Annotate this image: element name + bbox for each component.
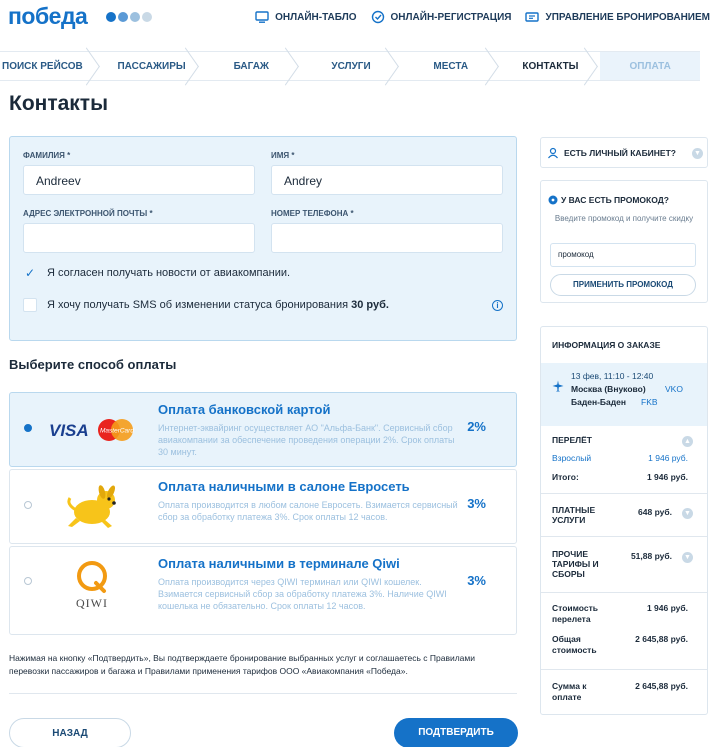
visa-logo-text: VISA — [49, 421, 89, 440]
payment-title: Выберите способ оплаты — [9, 357, 177, 372]
adult-value: 1 946 руб. — [648, 453, 688, 463]
payment-option-name: Оплата наличными в салоне Евросеть — [158, 479, 410, 494]
pay-sum-value: 2 645,88 руб. — [635, 681, 688, 691]
back-button[interactable]: НАЗАД — [9, 718, 131, 747]
chevron-up-icon[interactable]: ▲ — [682, 436, 693, 447]
grand-total-value: 2 645,88 руб. — [635, 634, 688, 644]
total-value: 1 946 руб. — [646, 472, 688, 482]
step-contacts[interactable]: КОНТАКТЫ — [501, 52, 601, 80]
qiwi-logo — [46, 557, 138, 611]
payment-option-fee: 3% — [467, 573, 486, 588]
firstname-input[interactable]: Andrey — [271, 165, 503, 195]
lastname-input[interactable]: Andreev — [23, 165, 255, 195]
flight-to-code: FKB — [641, 397, 658, 407]
step-seats[interactable]: МЕСТА — [401, 52, 501, 80]
brand-logo[interactable]: победа — [8, 3, 88, 29]
promo-input[interactable]: промокод — [550, 243, 696, 267]
step-search[interactable]: ПОИСК РЕЙСОВ — [0, 52, 102, 80]
step-services[interactable]: УСЛУГИ — [301, 52, 401, 80]
separator — [541, 592, 707, 593]
payment-option-card[interactable] — [9, 392, 517, 467]
disclaimer-text: Нажимая на кнопку «Подтвердить», Вы подтверждаете бронирование выбранных услуг и соглашаетесь с Правилами перевозки пассажиров и багажа и Правилами применения тарифов ООО «Авиакомпания «Победа». — [9, 653, 475, 676]
booking-steps — [0, 51, 700, 81]
chevron-down-icon[interactable]: ▼ — [692, 148, 703, 159]
news-checkbox-label: Я согласен получать новости от авиакомпании. — [47, 267, 291, 279]
email-label: АДРЕС ЭЛЕКТРОННОЙ ПОЧТЫ * — [23, 209, 153, 218]
cabinet-label: ЕСТЬ ЛИЧНЫЙ КАБИНЕТ? — [564, 148, 676, 158]
sms-checkbox[interactable] — [23, 298, 37, 312]
order-info-box — [540, 326, 708, 715]
separator — [541, 669, 707, 670]
payment-radio[interactable] — [24, 424, 32, 432]
flight-from-code: VKO — [665, 384, 683, 394]
separator — [541, 493, 707, 494]
confirm-button[interactable]: ПОДТВЕРДИТЬ — [394, 718, 518, 747]
qiwi-logo-text: QIWI — [76, 596, 108, 610]
payment-radio[interactable] — [24, 501, 32, 509]
topnav-label: ОНЛАЙН-РЕГИСТРАЦИЯ — [390, 11, 512, 23]
firstname-label: ИМЯ * — [271, 151, 295, 160]
lastname-label: ФАМИЛИЯ * — [23, 151, 71, 160]
topnav-manage-booking[interactable] — [525, 10, 710, 24]
apply-promo-button[interactable]: ПРИМЕНИТЬ ПРОМОКОД — [550, 274, 696, 296]
topnav-label: ОНЛАЙН-ТАБЛО — [275, 11, 357, 23]
grand-total-label: Общая стоимость — [552, 634, 597, 655]
payment-option-desc: Оплата производится в любом салоне Евросеть. Взимается сервисный сбор за обработку платежа 3%. Срок оплаты 12 часов. — [158, 500, 458, 522]
email-input[interactable] — [23, 223, 255, 253]
mastercard-logo-text: MasterCard — [100, 427, 134, 435]
total-label: Итого: — [552, 472, 579, 482]
payment-option-fee: 2% — [467, 419, 486, 434]
flight-to: Баден-Баден — [571, 397, 627, 407]
separator — [541, 536, 707, 537]
brand-logo-dots — [106, 12, 152, 22]
chevron-down-icon[interactable]: ▼ — [682, 552, 693, 563]
step-passengers[interactable]: ПАССАЖИРЫ — [102, 52, 202, 80]
phone-label: НОМЕР ТЕЛЕФОНА * — [271, 209, 354, 218]
topnav-online-checkin[interactable] — [371, 10, 512, 24]
contact-form — [9, 136, 517, 341]
paid-services-value: 648 руб. — [638, 507, 672, 517]
divider — [9, 693, 517, 694]
monitor-icon — [255, 10, 269, 24]
logo-dot — [118, 12, 128, 22]
topnav-label: УПРАВЛЕНИЕ БРОНИРОВАНИЕМ — [545, 11, 710, 23]
payment-option-qiwi[interactable] — [9, 546, 517, 635]
personal-cabinet-box[interactable] — [540, 137, 708, 168]
payment-option-name: Оплата наличными в терминале Qiwi — [158, 556, 400, 571]
phone-input[interactable] — [271, 223, 503, 253]
top-navigation — [255, 10, 710, 24]
step-payment: ОПЛАТА — [600, 52, 700, 80]
promo-box — [540, 180, 708, 303]
other-fees-value: 51,88 руб. — [630, 551, 672, 561]
logo-dot — [106, 12, 116, 22]
news-checkbox-row[interactable] — [23, 266, 290, 280]
flight-datetime: 13 фев, 11:10 - 12:40 — [571, 371, 654, 381]
visa-mastercard-logo — [46, 403, 138, 457]
chevron-down-icon[interactable]: ▼ — [682, 508, 693, 519]
promo-hint: Введите промокод и получите скидку — [554, 214, 694, 223]
flight-cost-label: Стоимость перелета — [552, 603, 598, 624]
paid-services-label: ПЛАТНЫЕ УСЛУГИ — [552, 505, 596, 525]
logo-dot — [142, 12, 152, 22]
logo-dot — [130, 12, 140, 22]
step-baggage[interactable]: БАГАЖ — [201, 52, 301, 80]
payment-option-desc: Интернет-эквайринг осуществляет АО "Альфа-Банк". Сервисный сбор авиакомпании за обеспечение проведения операции 2%. Срок оплаты 30 минут. — [158, 423, 455, 457]
flight-summary — [541, 363, 707, 426]
sms-checkbox-label: Я хочу получать SMS об изменении статуса бронирования 30 руб. — [47, 299, 389, 311]
payment-radio[interactable] — [24, 577, 32, 585]
other-fees-label: ПРОЧИЕ ТАРИФЫ И СБОРЫ — [552, 549, 599, 579]
page-title: Контакты — [9, 92, 109, 115]
payment-option-euroset[interactable] — [9, 469, 517, 544]
tag-icon — [548, 195, 558, 205]
sms-price: 30 руб. — [351, 299, 389, 311]
adult-label: Взрослый — [552, 453, 592, 463]
flight-cost-value: 1 946 руб. — [646, 603, 688, 613]
payment-option-fee: 3% — [467, 496, 486, 511]
user-icon — [547, 147, 559, 159]
plane-icon — [552, 380, 564, 392]
check-circle-icon — [371, 10, 385, 24]
ticket-icon — [525, 10, 539, 24]
topnav-online-board[interactable] — [255, 10, 356, 24]
flight-from: Москва (Внуково) — [571, 384, 646, 394]
payment-option-desc: Оплата производится через QIWI терминал или QIWI кошелек. Взимается сервисный сбор за обработку платежа 3%. Наличие QIWI кошелька не обязательно. Срок оплаты 12 часов. — [158, 577, 447, 611]
payment-option-name: Оплата банковской картой — [158, 402, 331, 417]
info-icon[interactable]: i — [492, 300, 503, 311]
promo-title: У ВАС ЕСТЬ ПРОМОКОД? — [561, 195, 669, 205]
order-info-title: ИНФОРМАЦИЯ О ЗАКАЗЕ — [552, 340, 661, 350]
sms-checkbox-row[interactable] — [23, 298, 389, 312]
news-checkbox[interactable]: ✓ — [24, 266, 36, 280]
euroset-logo — [46, 480, 138, 534]
pay-sum-label: Сумма к оплате — [552, 681, 587, 702]
flight-section-label: ПЕРЕЛЁТ — [552, 435, 592, 445]
